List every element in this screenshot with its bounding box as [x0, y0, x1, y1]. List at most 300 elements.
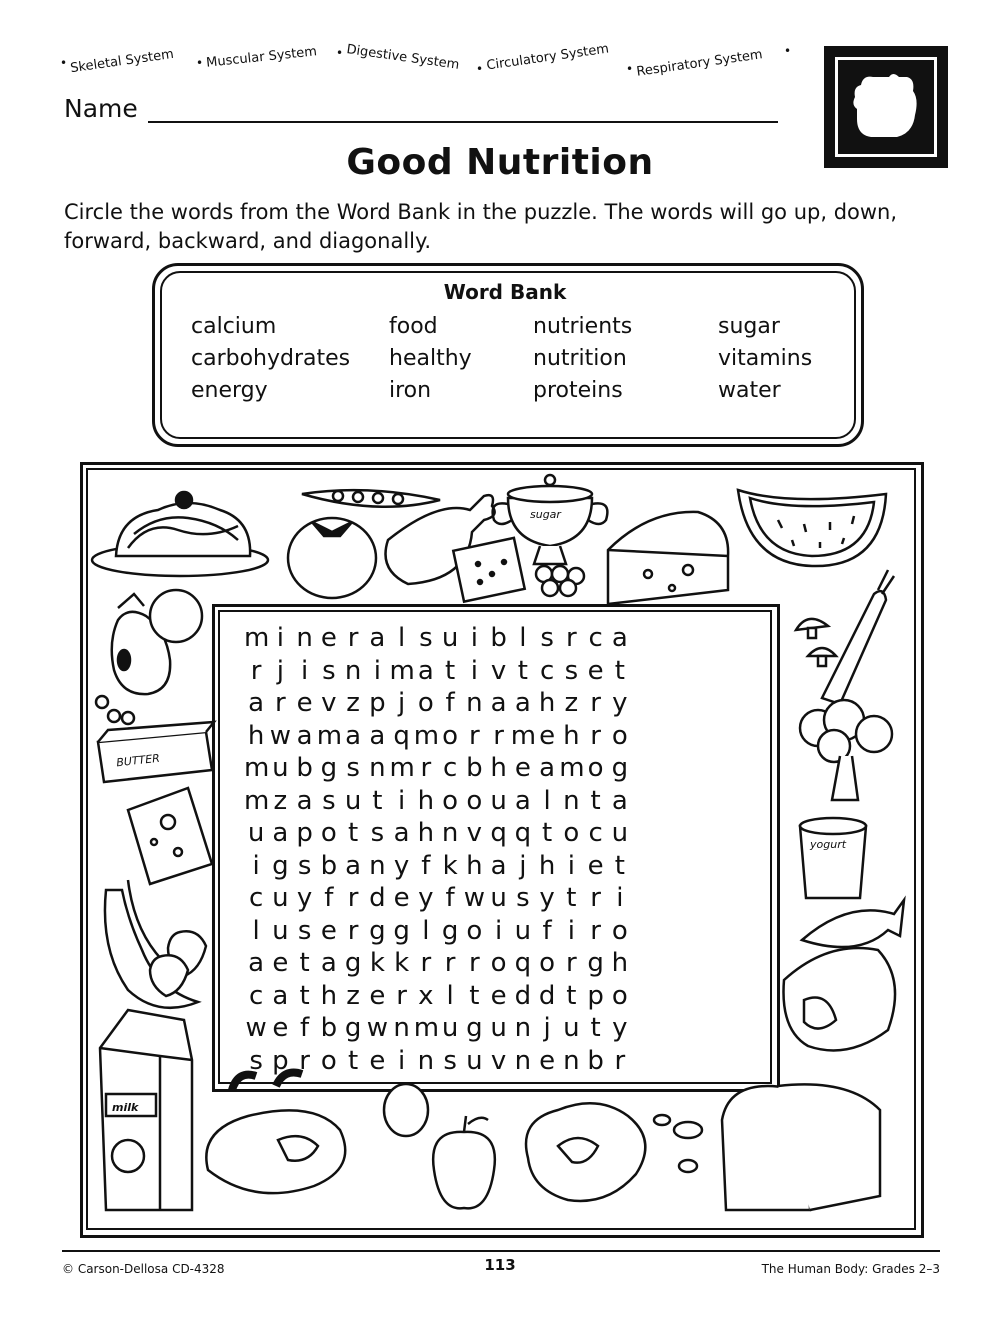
yogurt-cup-icon [800, 818, 866, 898]
name-field[interactable] [148, 121, 778, 123]
puzzle-letter[interactable]: a [611, 785, 628, 816]
puzzle-letter[interactable]: y [612, 688, 628, 718]
puzzle-row [244, 785, 754, 818]
puzzle-letter[interactable]: z [273, 785, 288, 816]
puzzle-letter[interactable]: r [590, 883, 601, 913]
puzzle-letter[interactable]: w [366, 1013, 388, 1043]
steak-icon [206, 1110, 345, 1193]
puzzle-letter[interactable]: e [296, 688, 313, 718]
puzzle-letter[interactable]: o [563, 818, 580, 848]
puzzle-letter[interactable]: u [441, 623, 459, 653]
word-bank-word: calcium [191, 314, 277, 339]
puzzle-letter[interactable]: m [244, 623, 270, 653]
bread-icon [722, 1084, 880, 1210]
puzzle-letter[interactable]: g [587, 948, 604, 978]
topic-skeletal: Skeletal System [69, 46, 175, 77]
topic-respiratory: Respiratory System [635, 47, 764, 80]
puzzle-letter[interactable]: q [514, 948, 532, 978]
spaghetti-icon [92, 492, 268, 576]
word-bank-word: carbohydrates [191, 346, 351, 371]
puzzle-letter[interactable]: s [297, 850, 312, 881]
puzzle-row [244, 850, 754, 883]
puzzle-letter[interactable]: i [470, 623, 478, 653]
instructions: Circle the words from the Word Bank in the puzzle. The words will go up, down, forward, backward, and diagonally. [64, 200, 898, 253]
puzzle-letter[interactable]: w [269, 720, 291, 751]
puzzle-letter[interactable]: u [344, 785, 362, 816]
puzzle-letter[interactable]: g [344, 948, 362, 978]
puzzle-letter[interactable]: t [614, 655, 625, 686]
footer-copyright: © Carson-Dellosa CD-4328 [62, 1262, 225, 1276]
puzzle-row [244, 687, 754, 720]
puzzle-letter[interactable]: t [590, 785, 601, 816]
puzzle-letter[interactable]: r [347, 623, 359, 653]
puzzle-letter[interactable]: a [345, 850, 362, 881]
puzzle-letter[interactable]: l [446, 980, 454, 1011]
puzzle-row [244, 1045, 754, 1078]
puzzle-letter[interactable]: t [542, 818, 553, 848]
puzzle-letter[interactable]: r [420, 753, 432, 783]
puzzle-letter[interactable]: h [538, 850, 556, 881]
puzzle-letter[interactable]: a [369, 720, 386, 751]
word-bank-word: vitamins [718, 346, 813, 371]
puzzle-letter[interactable]: u [490, 883, 507, 913]
puzzle-row [244, 752, 754, 785]
puzzle-letter[interactable]: v [321, 688, 337, 718]
word-bank-word: sugar [718, 314, 780, 339]
watermelon-icon [738, 490, 886, 566]
puzzle-letter[interactable]: g [272, 850, 289, 881]
onion-rings-icon [96, 696, 134, 724]
topic-ribbon [60, 40, 800, 90]
puzzle-row [244, 947, 754, 980]
puzzle-letter[interactable]: t [445, 655, 456, 686]
puzzle-letter[interactable]: g [441, 915, 459, 946]
topic-muscular: Muscular System [205, 44, 318, 71]
grapes-icon [536, 566, 584, 596]
puzzle-letter[interactable]: i [276, 623, 284, 653]
puzzle-letter[interactable]: t [348, 818, 359, 848]
puzzle-letter[interactable]: p [587, 980, 604, 1011]
puzzle-letter[interactable]: h [490, 753, 507, 783]
puzzle-letter[interactable]: c [588, 818, 603, 848]
puzzle-letter[interactable]: a [248, 688, 265, 718]
puzzle-letter[interactable]: e [539, 720, 556, 751]
puzzle-letter[interactable]: o [442, 785, 459, 816]
puzzle-letter[interactable]: n [441, 818, 459, 848]
puzzle-letter[interactable]: n [344, 655, 362, 686]
butter-label: BUTTER [115, 751, 161, 770]
word-search-grid[interactable] [244, 622, 754, 1077]
puzzle-letter[interactable]: a [248, 948, 265, 978]
puzzle-letter[interactable]: p [296, 818, 313, 848]
puzzle-letter[interactable]: c [539, 655, 555, 686]
puzzle-letter[interactable]: l [519, 623, 527, 653]
puzzle-letter[interactable]: a [272, 818, 289, 848]
puzzle-letter[interactable]: e [272, 948, 289, 978]
puzzle-letter[interactable]: i [567, 850, 575, 881]
puzzle-letter[interactable]: r [250, 655, 262, 686]
puzzle-letter[interactable]: c [442, 753, 458, 783]
puzzle-letter[interactable]: g [320, 753, 338, 783]
puzzle-letter[interactable]: a [393, 818, 410, 848]
bullet: • [476, 62, 484, 76]
puzzle-letter[interactable]: w [245, 1013, 267, 1043]
puzzle-letter[interactable]: v [490, 655, 507, 686]
puzzle-letter[interactable]: p [369, 688, 386, 718]
milk-label: milk [112, 1101, 139, 1114]
puzzle-letter[interactable]: r [420, 948, 432, 978]
puzzle-letter[interactable]: m [510, 720, 537, 751]
puzzle-letter[interactable]: u [563, 1013, 580, 1043]
puzzle-letter[interactable]: t [348, 1045, 359, 1076]
puzzle-letter[interactable]: r [299, 1045, 310, 1076]
puzzle-letter[interactable]: k [442, 850, 458, 881]
puzzle-letter[interactable]: u [490, 785, 507, 816]
puzzle-letter[interactable]: s [564, 655, 579, 686]
puzzle-letter[interactable]: r [275, 688, 286, 718]
puzzle-letter[interactable]: n [514, 1045, 532, 1076]
puzzle-letter[interactable]: c [248, 980, 264, 1011]
puzzle-letter[interactable]: y [539, 883, 555, 913]
puzzle-letter[interactable]: s [370, 818, 385, 848]
page-number: 113 [484, 1256, 516, 1274]
puzzle-letter[interactable]: f [445, 688, 455, 718]
puzzle-letter[interactable]: o [320, 818, 337, 848]
puzzle-row [244, 655, 754, 688]
strawberry-icon [150, 931, 206, 996]
fish-icon [802, 900, 904, 947]
puzzle-letter[interactable]: m [389, 655, 415, 686]
puzzle-letter[interactable]: r [469, 948, 480, 978]
puzzle-letter[interactable]: f [445, 883, 455, 913]
puzzle-letter[interactable]: v [466, 818, 483, 848]
puzzle-letter[interactable]: m [413, 720, 440, 751]
puzzle-letter[interactable]: i [616, 883, 624, 913]
puzzle-letter[interactable]: g [611, 753, 629, 783]
puzzle-letter[interactable]: r [590, 720, 601, 751]
puzzle-letter[interactable]: e [490, 980, 507, 1011]
puzzle-letter[interactable]: a [369, 623, 386, 653]
cheese-wedge-icon [608, 512, 728, 604]
puzzle-letter[interactable]: m [244, 753, 270, 783]
puzzle-row [244, 980, 754, 1013]
peach-icon [150, 590, 202, 642]
page-title: Good Nutrition [346, 142, 654, 183]
puzzle-letter[interactable]: n [417, 1045, 435, 1076]
puzzle-letter[interactable]: d [514, 980, 532, 1011]
carrot-icon [822, 570, 894, 704]
puzzle-letter[interactable]: b [296, 753, 313, 783]
puzzle-letter[interactable]: n [466, 688, 483, 718]
name-label: Name [64, 94, 138, 123]
puzzle-letter[interactable]: b [320, 850, 338, 881]
puzzle-letter[interactable]: h [466, 850, 483, 881]
puzzle-letter[interactable]: r [444, 948, 456, 978]
puzzle-row [244, 1012, 754, 1045]
puzzle-letter[interactable]: k [369, 948, 385, 978]
apple-icon [433, 1116, 495, 1208]
puzzle-letter[interactable]: r [396, 980, 407, 1011]
puzzle-letter[interactable]: o [611, 915, 628, 946]
puzzle-letter[interactable]: o [466, 915, 483, 946]
puzzle-row [244, 915, 754, 948]
puzzle-letter[interactable]: u [441, 1013, 459, 1043]
mushroom-icon [796, 619, 836, 666]
puzzle-letter[interactable]: e [393, 883, 410, 913]
puzzle-letter[interactable]: n [563, 785, 580, 816]
puzzle-letter[interactable]: t [372, 785, 383, 816]
puzzle-letter[interactable]: a [320, 948, 337, 978]
puzzle-letter[interactable]: o [417, 688, 434, 718]
puzzle-letter[interactable]: n [563, 1045, 580, 1076]
puzzle-row [244, 817, 754, 850]
puzzle-letter[interactable]: t [566, 883, 577, 913]
puzzle-letter[interactable]: b [587, 1045, 604, 1076]
puzzle-letter[interactable]: j [398, 688, 406, 718]
puzzle-letter[interactable]: o [320, 1045, 337, 1076]
word-bank-title: Word Bank [443, 280, 567, 304]
puzzle-letter[interactable]: r [614, 1045, 626, 1076]
puzzle-letter[interactable]: e [369, 1045, 386, 1076]
puzzle-letter[interactable]: t [614, 850, 625, 881]
puzzle-letter[interactable]: f [324, 883, 334, 913]
puzzle-letter[interactable]: y [418, 883, 434, 913]
puzzle-letter[interactable]: q [514, 818, 532, 848]
puzzle-letter[interactable]: u [611, 818, 629, 848]
puzzle-letter[interactable]: a [514, 785, 531, 816]
puzzle-letter[interactable]: a [296, 785, 313, 816]
puzzle-letter[interactable]: e [539, 1045, 556, 1076]
puzzle-letter[interactable]: n [369, 850, 386, 881]
puzzle-letter[interactable]: t [299, 980, 310, 1011]
puzzle-letter[interactable]: m [389, 753, 415, 783]
puzzle-letter[interactable]: g [344, 1013, 362, 1043]
puzzle-letter[interactable]: h [611, 948, 629, 978]
cheese-slice-icon [128, 788, 212, 884]
puzzle-letter[interactable]: f [421, 850, 431, 881]
puzzle-letter[interactable]: u [272, 883, 289, 913]
tomato-icon [288, 518, 376, 598]
puzzle-letter[interactable]: x [418, 980, 434, 1011]
bullet: • [336, 46, 344, 60]
puzzle-letter[interactable]: e [272, 1013, 289, 1043]
puzzle-letter[interactable]: i [470, 655, 478, 686]
puzzle-letter[interactable]: o [490, 948, 507, 978]
puzzle-letter[interactable]: h [538, 688, 556, 718]
puzzle-letter[interactable]: c [248, 883, 264, 913]
puzzle-letter[interactable]: u [490, 1013, 507, 1043]
puzzle-letter[interactable]: r [469, 720, 480, 751]
broccoli-icon [800, 700, 892, 800]
puzzle-letter[interactable]: a [296, 720, 313, 751]
puzzle-letter[interactable]: i [567, 915, 575, 946]
puzzle-letter[interactable]: o [442, 720, 459, 751]
puzzle-letter[interactable]: s [249, 1045, 263, 1076]
puzzle-letter[interactable]: a [345, 720, 362, 751]
puzzle-letter[interactable]: s [540, 623, 554, 653]
egg-icon [384, 1084, 428, 1136]
puzzle-letter[interactable]: o [539, 948, 556, 978]
puzzle-letter[interactable]: n [514, 1013, 532, 1043]
puzzle-letter[interactable]: s [322, 655, 336, 686]
puzzle-letter[interactable]: t [566, 980, 577, 1011]
puzzle-letter[interactable]: r [566, 948, 577, 978]
puzzle-letter[interactable]: b [466, 753, 483, 783]
puzzle-letter[interactable]: r [590, 688, 601, 718]
puzzle-letter[interactable]: y [393, 850, 410, 881]
word-bank-word: energy [191, 378, 268, 403]
puzzle-letter[interactable]: a [539, 753, 556, 783]
puzzle-letter[interactable]: r [590, 915, 601, 946]
puzzle-letter[interactable]: m [316, 720, 343, 751]
yogurt-label: yogurt [810, 838, 847, 851]
word-bank-word: nutrition [533, 346, 627, 371]
word-bank-word: nutrients [533, 314, 633, 339]
puzzle-letter[interactable]: e [514, 753, 531, 783]
puzzle-letter[interactable]: y [296, 883, 313, 913]
puzzle-letter[interactable]: u [466, 1045, 483, 1076]
puzzle-letter[interactable]: i [252, 850, 260, 881]
puzzle-letter[interactable]: z [346, 980, 360, 1011]
puzzle-letter[interactable]: i [301, 655, 309, 686]
puzzle-letter[interactable]: a [514, 688, 531, 718]
puzzle-letter[interactable]: t [469, 980, 480, 1011]
puzzle-row [244, 882, 754, 915]
puzzle-letter[interactable]: n [296, 623, 313, 653]
word-bank-word: proteins [533, 378, 623, 403]
bullet: • [784, 44, 792, 58]
puzzle-letter[interactable]: u [272, 753, 289, 783]
puzzle-letter[interactable]: n [369, 753, 386, 783]
puzzle-letter[interactable]: v [490, 1045, 507, 1076]
word-bank-word: healthy [389, 346, 472, 371]
word-bank-word: iron [389, 378, 432, 403]
puzzle-letter[interactable]: t [590, 1013, 601, 1043]
puzzle-letter[interactable]: e [369, 980, 386, 1011]
puzzle-letter[interactable]: g [466, 1013, 483, 1043]
puzzle-letter[interactable]: h [320, 980, 338, 1011]
puzzle-letter[interactable]: i [373, 655, 381, 686]
puzzle-letter[interactable]: s [419, 623, 433, 653]
puzzle-row [244, 720, 754, 753]
topic-digestive: Digestive System [345, 42, 461, 73]
puzzle-letter[interactable]: q [393, 720, 410, 751]
word-bank-word: water [718, 378, 781, 403]
puzzle-letter[interactable]: b [490, 623, 507, 653]
sugar-label: sugar [530, 508, 561, 521]
bullet: • [196, 56, 204, 70]
puzzle-letter[interactable]: t [517, 655, 528, 686]
puzzle-letter[interactable]: s [297, 915, 312, 946]
puzzle-letter[interactable]: l [252, 915, 260, 946]
puzzle-letter[interactable]: h [247, 720, 265, 751]
puzzle-letter[interactable]: t [299, 948, 310, 978]
puzzle-letter[interactable]: h [417, 785, 435, 816]
puzzle-letter[interactable]: r [566, 623, 577, 653]
puzzle-letter[interactable]: m [413, 1013, 440, 1043]
puzzle-letter[interactable]: r [493, 720, 504, 751]
puzzle-letter[interactable]: f [542, 915, 552, 946]
puzzle-letter[interactable]: e [320, 623, 337, 653]
stomach-icon [841, 63, 931, 153]
puzzle-letter[interactable]: l [398, 623, 406, 653]
puzzle-letter[interactable]: w [463, 883, 485, 913]
puzzle-letter[interactable]: s [516, 883, 530, 913]
puzzle-letter[interactable]: e [587, 850, 604, 881]
puzzle-letter[interactable]: o [587, 753, 604, 783]
puzzle-letter[interactable]: s [322, 785, 336, 816]
puzzle-letter[interactable]: i [398, 1045, 406, 1076]
puzzle-letter[interactable]: i [495, 915, 503, 946]
puzzle-letter[interactable]: s [443, 1045, 457, 1076]
topic-circulatory: Circulatory System [485, 41, 610, 74]
footer-book-title: The Human Body: Grades 2–3 [761, 1262, 940, 1276]
peanut-icon [654, 1115, 702, 1172]
puzzle-letter[interactable]: u [514, 915, 532, 946]
puzzle-letter[interactable]: s [346, 753, 360, 783]
puzzle-letter[interactable]: r [347, 883, 359, 913]
puzzle-letter[interactable]: a [490, 688, 507, 718]
puzzle-letter[interactable]: b [320, 1013, 338, 1043]
puzzle-letter[interactable]: a [490, 850, 507, 881]
puzzle-letter[interactable]: e [587, 655, 604, 686]
puzzle-letter[interactable]: a [272, 980, 289, 1011]
puzzle-letter[interactable]: h [417, 818, 435, 848]
puzzle-letter[interactable]: m [244, 785, 270, 816]
puzzle-letter[interactable]: y [612, 1013, 628, 1043]
puzzle-letter[interactable]: z [564, 688, 579, 718]
puzzle-letter[interactable]: c [588, 623, 603, 653]
puzzle-letter[interactable]: l [543, 785, 551, 816]
puzzle-letter[interactable]: r [347, 915, 359, 946]
bullet: • [60, 56, 68, 70]
puzzle-letter[interactable]: p [272, 1045, 289, 1076]
puzzle-letter[interactable]: g [393, 915, 410, 946]
puzzle-letter[interactable]: h [563, 720, 580, 751]
puzzle-letter[interactable]: o [466, 785, 483, 816]
puzzle-letter[interactable]: g [369, 915, 386, 946]
puzzle-letter[interactable]: m [559, 753, 585, 783]
puzzle-letter[interactable]: o [611, 980, 628, 1011]
cracker-icon [453, 538, 524, 602]
puzzle-letter[interactable]: l [422, 915, 430, 946]
puzzle-letter[interactable]: d [538, 980, 556, 1011]
puzzle-letter[interactable]: d [369, 883, 386, 913]
puzzle-letter[interactable]: j [519, 850, 527, 881]
puzzle-row [244, 622, 754, 655]
puzzle-letter[interactable]: j [276, 655, 284, 686]
pea-pod-icon [302, 490, 440, 507]
lettuce-icon [526, 1103, 645, 1201]
puzzle-letter[interactable]: z [346, 688, 360, 718]
footer-divider [62, 1250, 940, 1252]
puzzle-letter[interactable]: j [543, 1013, 551, 1043]
bullet: • [626, 62, 634, 76]
puzzle-letter[interactable]: a [611, 623, 628, 653]
puzzle-letter[interactable]: q [490, 818, 507, 848]
puzzle-letter[interactable]: k [394, 948, 410, 978]
puzzle-letter[interactable]: u [272, 915, 289, 946]
puzzle-letter[interactable]: e [320, 915, 337, 946]
puzzle-letter[interactable]: a [417, 655, 434, 686]
puzzle-letter[interactable]: o [611, 720, 628, 751]
puzzle-letter[interactable]: u [247, 818, 265, 848]
ham-icon [784, 948, 896, 1050]
puzzle-letter[interactable]: i [398, 785, 406, 816]
puzzle-letter[interactable]: f [300, 1013, 310, 1043]
puzzle-letter[interactable]: n [393, 1013, 410, 1043]
word-bank-word: food [389, 314, 438, 339]
